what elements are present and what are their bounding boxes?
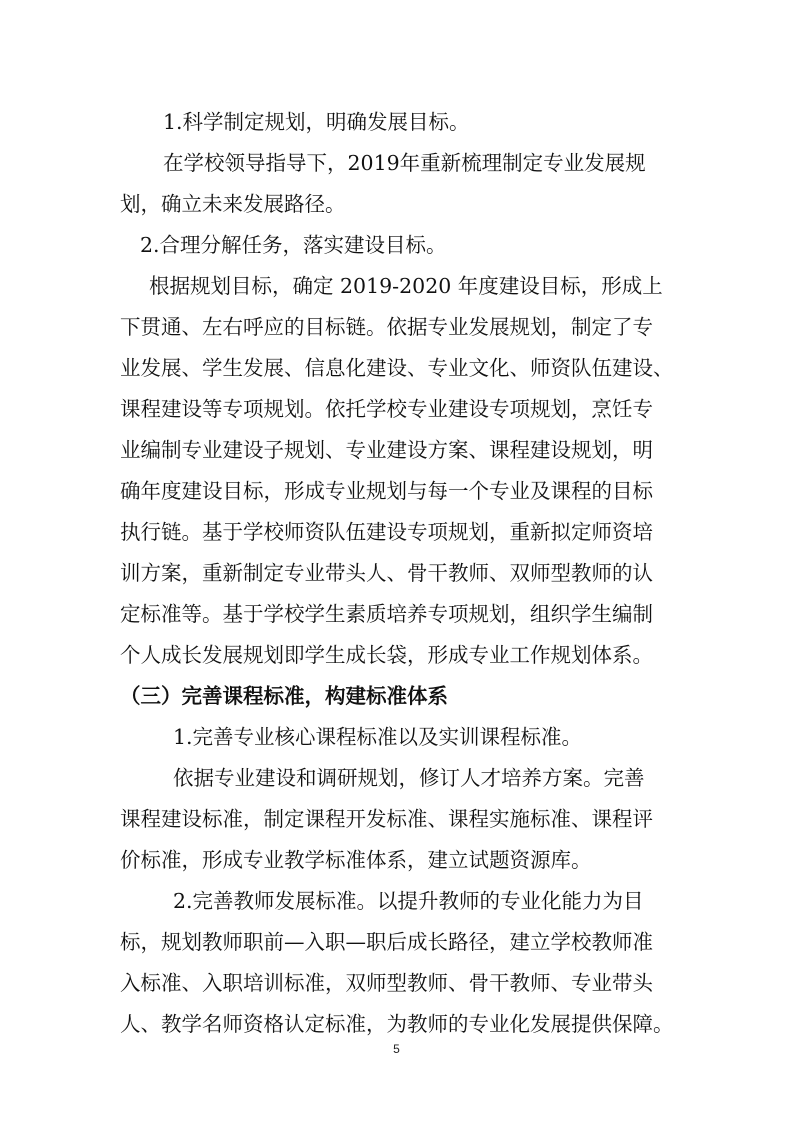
paragraph-line: 依据专业建设和调研规划，修订人才培养方案。完善 <box>173 766 645 790</box>
paragraph-line: 业发展、学生发展、信息化建设、专业文化、师资队伍建设、 <box>120 356 674 380</box>
paragraph-line: 入标准、入职培训标准，双师型教师、骨干教师、专业带头 <box>120 971 653 995</box>
paragraph-line: 根据规划目标，确定 2019-2020 年度建设目标，形成上 <box>149 274 663 298</box>
section-heading: （三）完善课程标准，构建标准体系 <box>120 684 448 708</box>
paragraph-heading-3: 1.完善专业核心课程标准以及实训课程标准。 <box>173 725 583 749</box>
paragraph-line: 确年度建设目标，形成专业规划与每一个专业及课程的目标 <box>120 479 653 503</box>
paragraph-line: 课程建设等专项规划。依托学校专业建设专项规划，烹饪专 <box>120 397 653 421</box>
paragraph-heading-2: 2.合理分解任务，落实建设目标。 <box>140 233 447 257</box>
paragraph-line: 执行链。基于学校师资队伍建设专项规划，重新拟定师资培 <box>120 520 653 544</box>
page-number: 5 <box>393 1042 400 1056</box>
paragraph-line: 课程建设标准，制定课程开发标准、课程实施标准、课程评 <box>120 807 653 831</box>
paragraph-heading-4: 2.完善教师发展标准。以提升教师的专业化能力为目 <box>173 889 644 913</box>
paragraph-line: 下贯通、左右呼应的目标链。依据专业发展规划，制定了专 <box>120 315 653 339</box>
paragraph-line: 训方案，重新制定专业带头人、骨干教师、双师型教师的认 <box>120 561 653 585</box>
paragraph-line: 在学校领导指导下，2019年重新梳理制定专业发展规 <box>163 151 646 175</box>
paragraph-line: 划，确立未来发展路径。 <box>120 192 346 216</box>
paragraph-line: 人、教学名师资格认定标准，为教师的专业化发展提供保障。 <box>120 1012 674 1036</box>
paragraph-heading-1: 1.科学制定规划，明确发展目标。 <box>163 110 470 134</box>
paragraph-line: 定标准等。基于学校学生素质培养专项规划，组织学生编制 <box>120 602 653 626</box>
paragraph-line: 价标准，形成专业教学标准体系，建立试题资源库。 <box>120 848 592 872</box>
paragraph-line: 标，规划教师职前—入职—职后成长路径，建立学校教师准 <box>120 930 653 954</box>
paragraph-line: 个人成长发展规划即学生成长袋，形成专业工作规划体系。 <box>120 643 653 667</box>
paragraph-line: 业编制专业建设子规划、专业建设方案、课程建设规划，明 <box>120 438 653 462</box>
